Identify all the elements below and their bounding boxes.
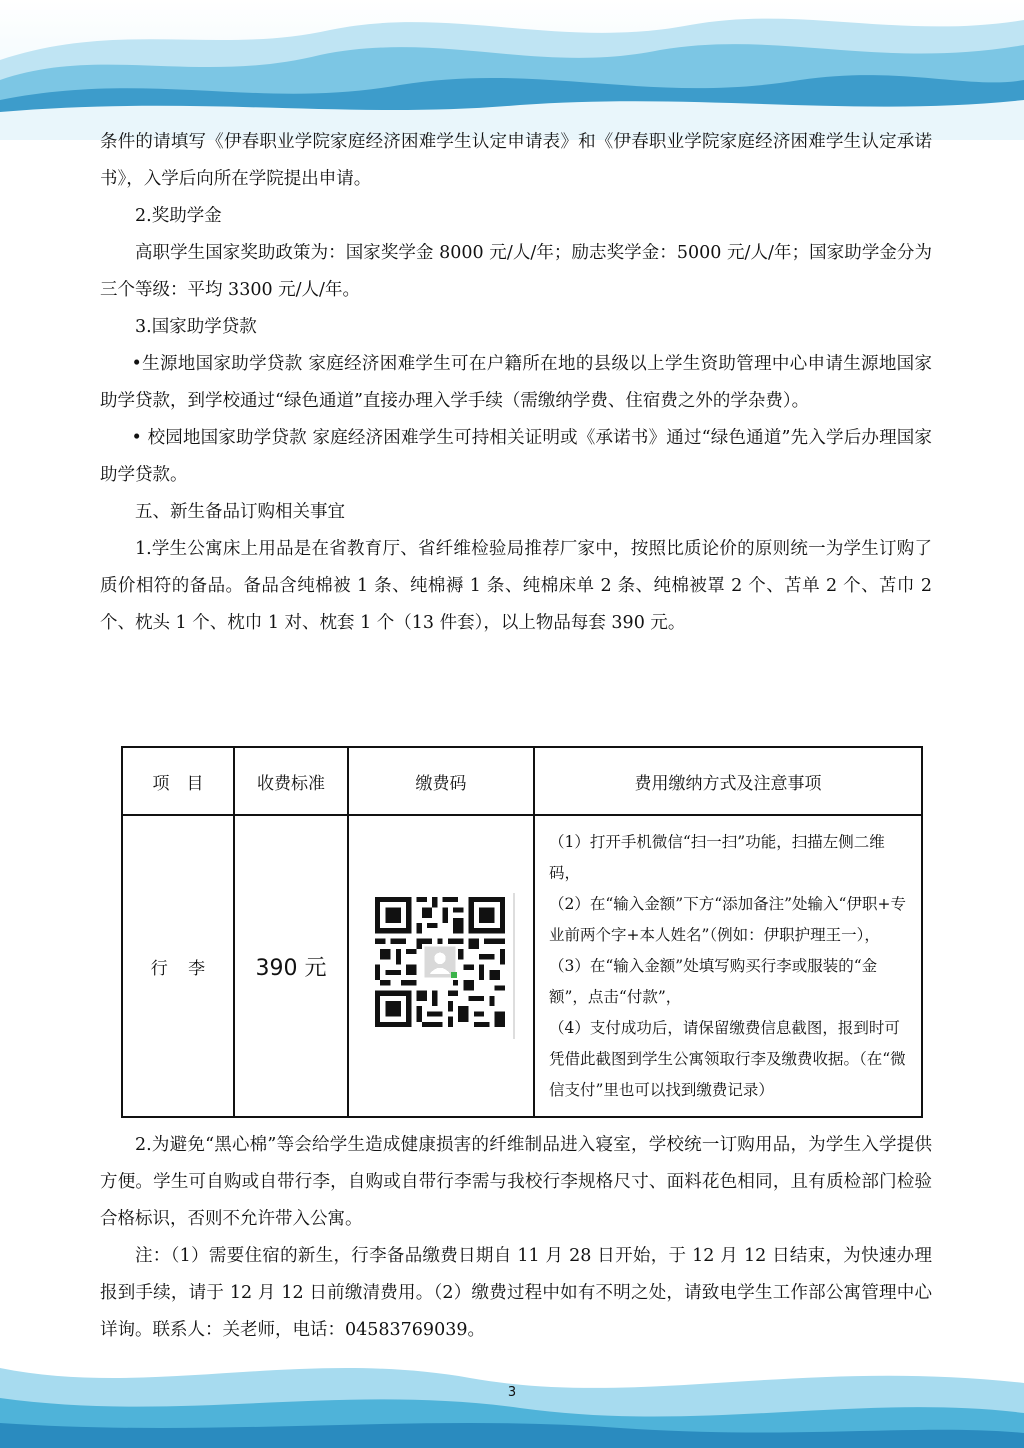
instruction-step: （2）在“输入金额”下方“添加备注”处输入“伊职+专业前两个字+本人姓名”（例如：伊职护理王一）， [549,894,906,944]
table-header-row [122,747,922,815]
header-fee: 收费标准 [234,747,348,815]
paragraph-campus-loan: • 校园地国家助学贷款 家庭经济困难学生可持相关证明或《承诺书》通过“绿色通道”先入学后办理国家助学贷款。 [100,428,932,485]
instruction-step: （3）在“输入金额”处填写购买行李或服装的“金额”，点击“付款”， [549,956,878,1006]
qr-code-icon [375,897,505,1027]
paragraph-origin-loan: •生源地国家助学贷款 家庭经济困难学生可在户籍所在地的县级以上学生资助管理中心申请生源地国家助学贷款，到学校通过“绿色通道”直接办理入学手续（需缴纳学费、住宿费之外的学杂费）。 [100,354,932,411]
instruction-step: （4）支付成功后，请保留缴费信息截图，报到时可凭借此截图到学生公寓领取行李及缴费收据。（在“微信支付”里也可以找到缴费记录） [549,1018,906,1099]
header-instructions: 费用缴纳方式及注意事项 [534,747,922,815]
fee-table [121,746,923,1118]
cell-qr [348,815,534,1117]
document-body-continued [100,1127,932,1349]
payment-qr-code[interactable] [367,893,515,1039]
document-body [100,124,932,642]
paragraph-black-cotton: 2.为避免“黑心棉”等会给学生造成健康损害的纤维制品进入寝室，学校统一订购用品，为学生入学提供方便。学生可自购或自带行李，自购或自带行李需与我校行李规格尺寸、面料花色相同，且有质检部门检验合格标识，否则不允许带入公寓。 [100,1135,932,1229]
header-qr: 缴费码 [348,747,534,815]
paragraph-note: 注：（1）需要住宿的新生，行李备品缴费日期自 11 月 28 日开始，于 12 月 12 日结束，为快速办理报到手续，请于 12 月 12 日前缴清费用。（2）缴费过程中如有不明之处，请致电学生工作部公寓管理中心详询。联系人：关老师，电话：04583769039。 [100,1246,932,1340]
heading-supplies: 五、新生备品订购相关事宜 [135,502,345,522]
table-row [122,815,922,1117]
paragraph-scholarship: 高职学生国家奖助政策为：国家奖学金 8000 元/人/年；励志奖学金：5000 元/人/年；国家助学金分为三个等级：平均 3300 元/人/年。 [100,243,932,300]
paragraph-bedding: 1.学生公寓床上用品是在省教育厅、省纤维检验局推荐厂家中，按照比质论价的原则统一为学生订购了质价相符的备品。备品含纯棉被 1 条、纯棉褥 1 条、纯棉床单 2 条、纯棉被罩 2 个、苫单 2 个、苫巾 2 个、枕头 1 个、枕巾 1 对、枕套 1 个（13 件套），以上物品每套 390 元。 [100,539,932,633]
cell-item: 行李 [122,815,234,1117]
instruction-step: （1）打开手机微信“扫一扫”功能，扫描左侧二维码， [549,832,885,882]
page-number: 3 [507,1385,517,1400]
header-item: 项 目 [122,747,234,815]
cell-fee: 390 元 [234,815,348,1117]
paragraph-application: 条件的请填写《伊春职业学院家庭经济困难学生认定申请表》和《伊春职业学院家庭经济困难学生认定承诺书》，入学后向所在学院提出申请。 [100,132,932,189]
cell-instructions [534,815,922,1117]
header-mountain-banner [0,0,1024,140]
heading-scholarship: 2.奖助学金 [135,206,222,226]
heading-student-loan: 3.国家助学贷款 [135,317,257,337]
